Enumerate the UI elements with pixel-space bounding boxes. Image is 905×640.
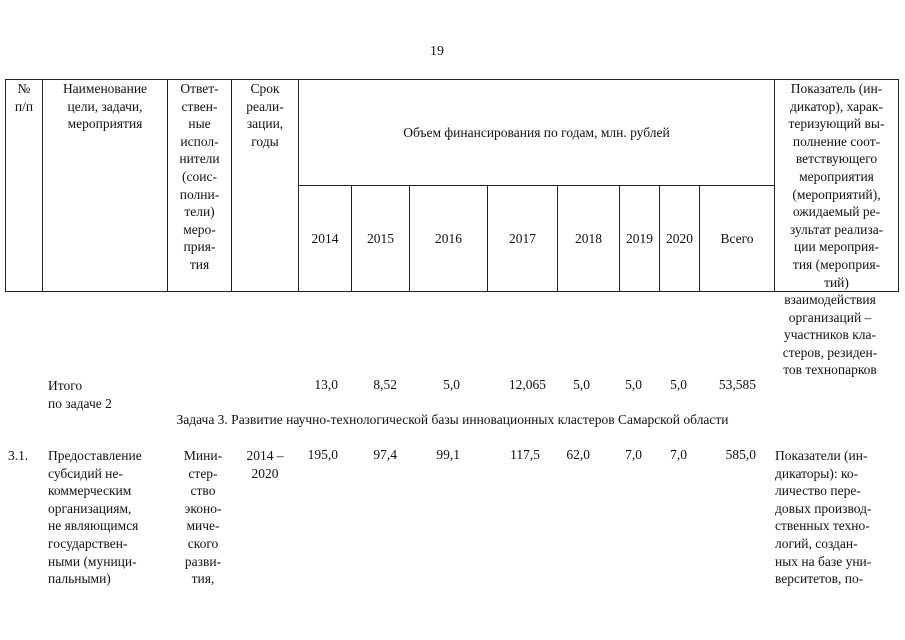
itogo-value: 8,52: [373, 377, 397, 392]
row-value: 99,1: [436, 447, 460, 462]
year-header: 2015: [352, 186, 410, 292]
itogo-value: 13,0: [314, 377, 338, 392]
col-name-header: Наименование цели, задачи, мероприятия: [43, 80, 168, 292]
indicator-continuation: взаимодействия организаций – участников кла- стеров, резиден- тов технопарков: [782, 292, 878, 378]
row-value: 585,0: [725, 447, 756, 462]
page-number: 19: [430, 44, 444, 59]
row-value: 7,0: [670, 447, 687, 462]
year-header: 2014: [299, 186, 352, 292]
row-value: 117,5: [510, 447, 540, 462]
year-header: 2018: [558, 186, 620, 292]
col-responsible-header: Ответ- ствен- ные испол- нители (соис- полни- тели) меро- прия- тия: [168, 80, 232, 292]
itogo-label: Итого по задаче 2: [48, 378, 112, 411]
row-value: 62,0: [566, 447, 590, 462]
funding-table-header: [5, 79, 899, 292]
col-indicator-header: Показатель (ин- дикатор), харак- теризующий вы- полнение соот- ветствующего мероприятия (мероприятий), ожидаемый ре- зультат реализа- ции мероприя- тия (мероприя- тий): [775, 80, 899, 292]
row-responsible: Мини- стер- ство эконо- миче- ского разви- тия,: [183, 448, 223, 587]
year-header: Всего: [700, 186, 775, 292]
row-indicator: Показатели (ин- дикаторы): ко- личество пере- довых производ- ственных техно- логий, создан- ных на базе уни- верситетов, по-: [775, 448, 872, 587]
row-term: 2014 – 2020: [246, 448, 284, 481]
col-funding-header: Объем финансирования по годам, млн. рублей: [299, 80, 775, 186]
year-header: 2019: [620, 186, 660, 292]
year-header: 2020: [660, 186, 700, 292]
itogo-value: 5,0: [573, 377, 590, 392]
row-name: Предоставление субсидий не- коммерческим организациям, не являющимся государствен- ными (муници- пальными): [48, 448, 142, 587]
year-header: 2016: [410, 186, 488, 292]
row-number: 3.1.: [8, 448, 29, 463]
itogo-value: 5,0: [670, 377, 687, 392]
task-3-title: Задача 3. Развитие научно-технологической базы инновационных кластеров Самарской области: [176, 412, 729, 427]
itogo-value: 12,065: [508, 377, 546, 392]
itogo-value: 5,0: [443, 377, 460, 392]
row-value: 7,0: [625, 447, 642, 462]
itogo-value: 53,585: [718, 377, 756, 392]
col-term-header: Срок реали- зации, годы: [232, 80, 299, 292]
year-header: 2017: [488, 186, 558, 292]
row-value: 97,4: [373, 447, 397, 462]
col-number-header: № п/п: [6, 80, 43, 292]
row-value: 195,0: [307, 447, 338, 462]
itogo-value: 5,0: [625, 377, 642, 392]
